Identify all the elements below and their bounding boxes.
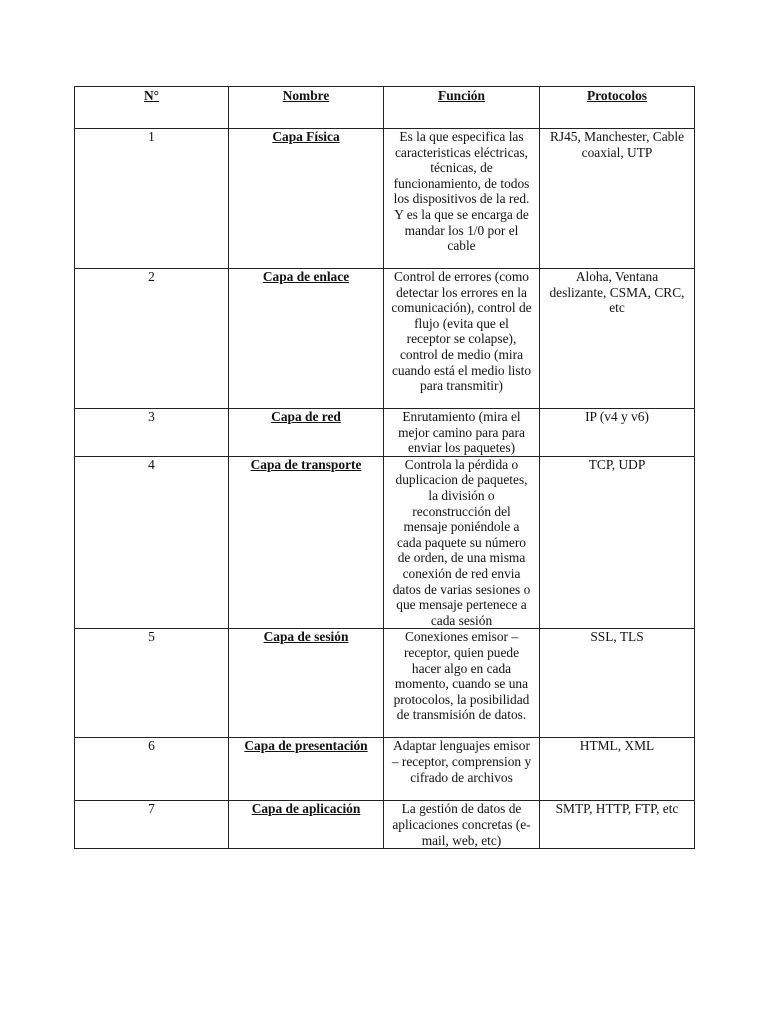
header-function: Función (384, 87, 540, 129)
osi-layers-table (74, 86, 695, 849)
cell-function: Adaptar lenguajes emisor – receptor, comprension y cifrado de archivos (384, 738, 540, 801)
cell-protocols: TCP, UDP (540, 456, 695, 629)
cell-num: 1 (75, 129, 229, 269)
cell-layer-name: Capa de sesión (229, 629, 384, 738)
cell-function: Enrutamiento (mira el mejor camino para para enviar los paquetes) (384, 409, 540, 457)
cell-function: Es la que especifica las caracteristicas eléctricas, técnicas, de funcionamiento, de todos los dispositivos de la red. Y es la que se encarga de mandar los 1/0 por el cable (384, 129, 540, 269)
cell-function: Control de errores (como detectar los errores en la comunicación), control de flujo (evita que el receptor se colapse), control de medio (mira cuando está el medio listo para transmitir) (384, 269, 540, 409)
cell-protocols: IP (v4 y v6) (540, 409, 695, 457)
cell-num: 6 (75, 738, 229, 801)
cell-layer-name: Capa Física (229, 129, 384, 269)
cell-num: 4 (75, 456, 229, 629)
cell-layer-name: Capa de aplicación (229, 801, 384, 849)
table-row (75, 129, 695, 269)
table-row (75, 409, 695, 457)
header-name: Nombre (229, 87, 384, 129)
table-row (75, 629, 695, 738)
header-num: N° (75, 87, 229, 129)
cell-layer-name: Capa de red (229, 409, 384, 457)
cell-function: Conexiones emisor – receptor, quien puede hacer algo en cada momento, cuando se una protocolos, la posibilidad de transmisión de datos. (384, 629, 540, 738)
cell-protocols: SMTP, HTTP, FTP, etc (540, 801, 695, 849)
table-header-row (75, 87, 695, 129)
cell-protocols: SSL, TLS (540, 629, 695, 738)
cell-protocols: Aloha, Ventana deslizante, CSMA, CRC, etc (540, 269, 695, 409)
cell-num: 3 (75, 409, 229, 457)
cell-protocols: RJ45, Manchester, Cable coaxial, UTP (540, 129, 695, 269)
cell-layer-name: Capa de transporte (229, 456, 384, 629)
cell-num: 5 (75, 629, 229, 738)
cell-layer-name: Capa de presentación (229, 738, 384, 801)
cell-layer-name: Capa de enlace (229, 269, 384, 409)
table-row (75, 801, 695, 849)
table-row (75, 269, 695, 409)
cell-num: 7 (75, 801, 229, 849)
cell-function: Controla la pérdida o duplicacion de paquetes, la división o reconstrucción del mensaje poniéndole a cada paquete su número de orden, de una misma conexión de red envia datos de varias sesiones o que mensaje pertenece a cada sesión (384, 456, 540, 629)
cell-function: La gestión de datos de aplicaciones concretas (e-mail, web, etc) (384, 801, 540, 849)
cell-protocols: HTML, XML (540, 738, 695, 801)
table-row (75, 456, 695, 629)
table-row (75, 738, 695, 801)
header-protocols: Protocolos (540, 87, 695, 129)
cell-num: 2 (75, 269, 229, 409)
